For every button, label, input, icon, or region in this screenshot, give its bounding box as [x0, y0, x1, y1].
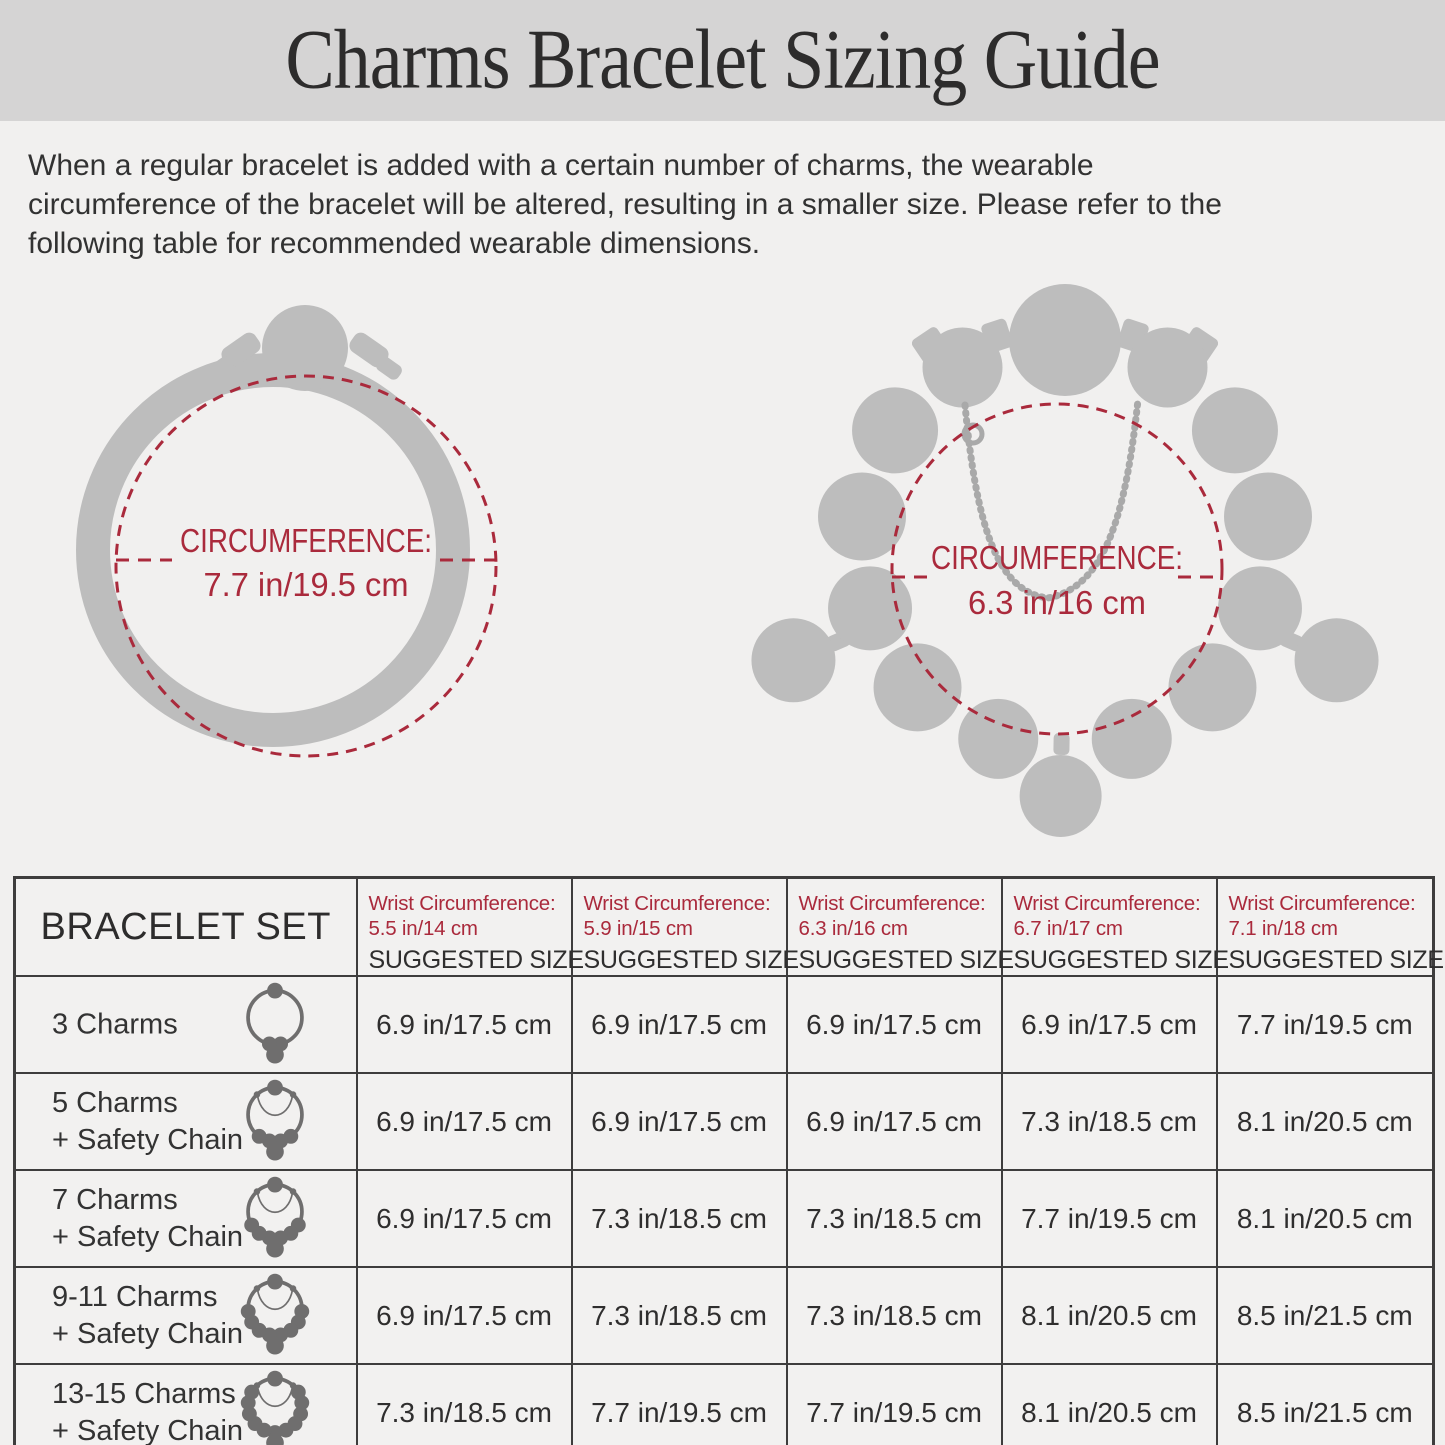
table-row	[15, 1170, 1434, 1267]
size-value: 8.1 in/20.5 cm	[1217, 1170, 1434, 1267]
sizing-table	[13, 876, 1444, 1445]
title-band	[0, 0, 1445, 121]
suggested-size-label: SUGGESTED SIZE	[1228, 946, 1444, 974]
suggested-size-label: SUGGESTED SIZE	[798, 946, 1014, 974]
row-label: 13-15 Charms + Safety Chain	[52, 1377, 244, 1445]
bracelet-13-15-charms-icon	[236, 1367, 314, 1445]
size-value: 7.7 in/19.5 cm	[1002, 1170, 1217, 1267]
wrist-circumference-label: Wrist Circumference:	[798, 892, 986, 915]
circumference-label: CIRCUMFERENCE:	[931, 539, 1183, 576]
size-value: 7.3 in/18.5 cm	[787, 1267, 1002, 1364]
size-value: 6.9 in/17.5 cm	[787, 976, 1002, 1073]
wrist-circumference-value: 6.3 in/16 cm	[798, 917, 908, 940]
circumference-value: 6.3 in/16 cm	[968, 584, 1146, 621]
bracelet-set-cell	[15, 1073, 357, 1170]
row-label: 3 Charms	[52, 1008, 178, 1040]
size-value: 7.3 in/18.5 cm	[1002, 1073, 1217, 1170]
size-value: 8.1 in/20.5 cm	[1002, 1267, 1217, 1364]
table-row	[15, 1364, 1434, 1445]
intro-line: following table for recommended wearable dimensions.	[28, 227, 761, 260]
size-value: 6.9 in/17.5 cm	[357, 1267, 572, 1364]
column-header	[787, 878, 1014, 977]
size-value: 7.3 in/18.5 cm	[787, 1170, 1002, 1267]
bracelet-3-charms-icon	[236, 979, 314, 1071]
size-value: 7.3 in/18.5 cm	[572, 1170, 787, 1267]
wrist-circumference-label: Wrist Circumference:	[583, 892, 771, 915]
table-row	[15, 1267, 1434, 1364]
wrist-circumference-label: Wrist Circumference:	[1013, 892, 1201, 915]
size-value: 6.9 in/17.5 cm	[787, 1073, 1002, 1170]
wrist-circumference-value: 7.1 in/18 cm	[1228, 917, 1338, 940]
size-value: 7.7 in/19.5 cm	[572, 1364, 787, 1445]
page-title: Charms Bracelet Sizing Guide	[285, 13, 1160, 107]
bracelet-7-charms-icon	[236, 1173, 314, 1265]
size-value: 8.1 in/20.5 cm	[1002, 1364, 1217, 1445]
size-value: 6.9 in/17.5 cm	[357, 976, 572, 1073]
circumference-label: CIRCUMFERENCE:	[180, 522, 432, 559]
plain-bracelet-illustration	[50, 275, 510, 780]
size-value: 6.9 in/17.5 cm	[357, 1073, 572, 1170]
wrist-circumference-value: 5.9 in/15 cm	[583, 917, 693, 940]
size-value: 6.9 in/17.5 cm	[1002, 976, 1217, 1073]
bracelet-9-11-charms-icon	[236, 1270, 314, 1362]
column-header	[357, 878, 584, 977]
suggested-size-label: SUGGESTED SIZE	[368, 946, 584, 974]
size-value: 6.9 in/17.5 cm	[572, 1073, 787, 1170]
column-header	[572, 878, 799, 977]
bracelet-set-cell	[15, 1267, 357, 1364]
row-label: 7 Charms + Safety Chain	[52, 1183, 244, 1253]
wrist-circumference-label: Wrist Circumference:	[1228, 892, 1416, 915]
bracelet-set-header: BRACELET SET	[40, 905, 331, 948]
bracelet-set-cell	[15, 1170, 357, 1267]
wrist-circumference-value: 5.5 in/14 cm	[368, 917, 478, 940]
size-value: 6.9 in/17.5 cm	[572, 976, 787, 1073]
suggested-size-label: SUGGESTED SIZE	[1013, 946, 1229, 974]
column-header	[1217, 878, 1444, 977]
size-value: 7.7 in/19.5 cm	[787, 1364, 1002, 1445]
bracelet-set-cell	[15, 1364, 357, 1445]
table-row	[15, 1073, 1434, 1170]
table-row	[15, 976, 1434, 1073]
intro-line: circumference of the bracelet will be altered, resulting in a smaller size. Please refer to the	[28, 188, 1222, 221]
size-value: 8.5 in/21.5 cm	[1217, 1267, 1434, 1364]
column-header	[1002, 878, 1229, 977]
size-value: 7.7 in/19.5 cm	[1217, 976, 1434, 1073]
wrist-circumference-value: 6.7 in/17 cm	[1013, 917, 1123, 940]
size-value: 8.1 in/20.5 cm	[1217, 1073, 1434, 1170]
size-value: 7.3 in/18.5 cm	[357, 1364, 572, 1445]
charm-bracelet-illustration	[726, 262, 1445, 877]
size-value: 8.5 in/21.5 cm	[1217, 1364, 1434, 1445]
circumference-value: 7.7 in/19.5 cm	[203, 566, 409, 603]
bracelet-set-cell	[15, 976, 357, 1073]
bracelet-5-charms-icon	[236, 1076, 314, 1168]
intro-line: When a regular bracelet is added with a certain number of charms, the wearable	[28, 149, 1094, 182]
size-value: 6.9 in/17.5 cm	[357, 1170, 572, 1267]
size-value: 7.3 in/18.5 cm	[572, 1267, 787, 1364]
intro-paragraph	[28, 146, 1222, 263]
corner-header-cell	[15, 878, 357, 977]
row-label: 9-11 Charms + Safety Chain	[52, 1280, 244, 1350]
wrist-circumference-label: Wrist Circumference:	[368, 892, 556, 915]
suggested-size-label: SUGGESTED SIZE	[583, 946, 799, 974]
table-header-row	[15, 878, 1434, 977]
row-label: 5 Charms + Safety Chain	[52, 1086, 244, 1156]
